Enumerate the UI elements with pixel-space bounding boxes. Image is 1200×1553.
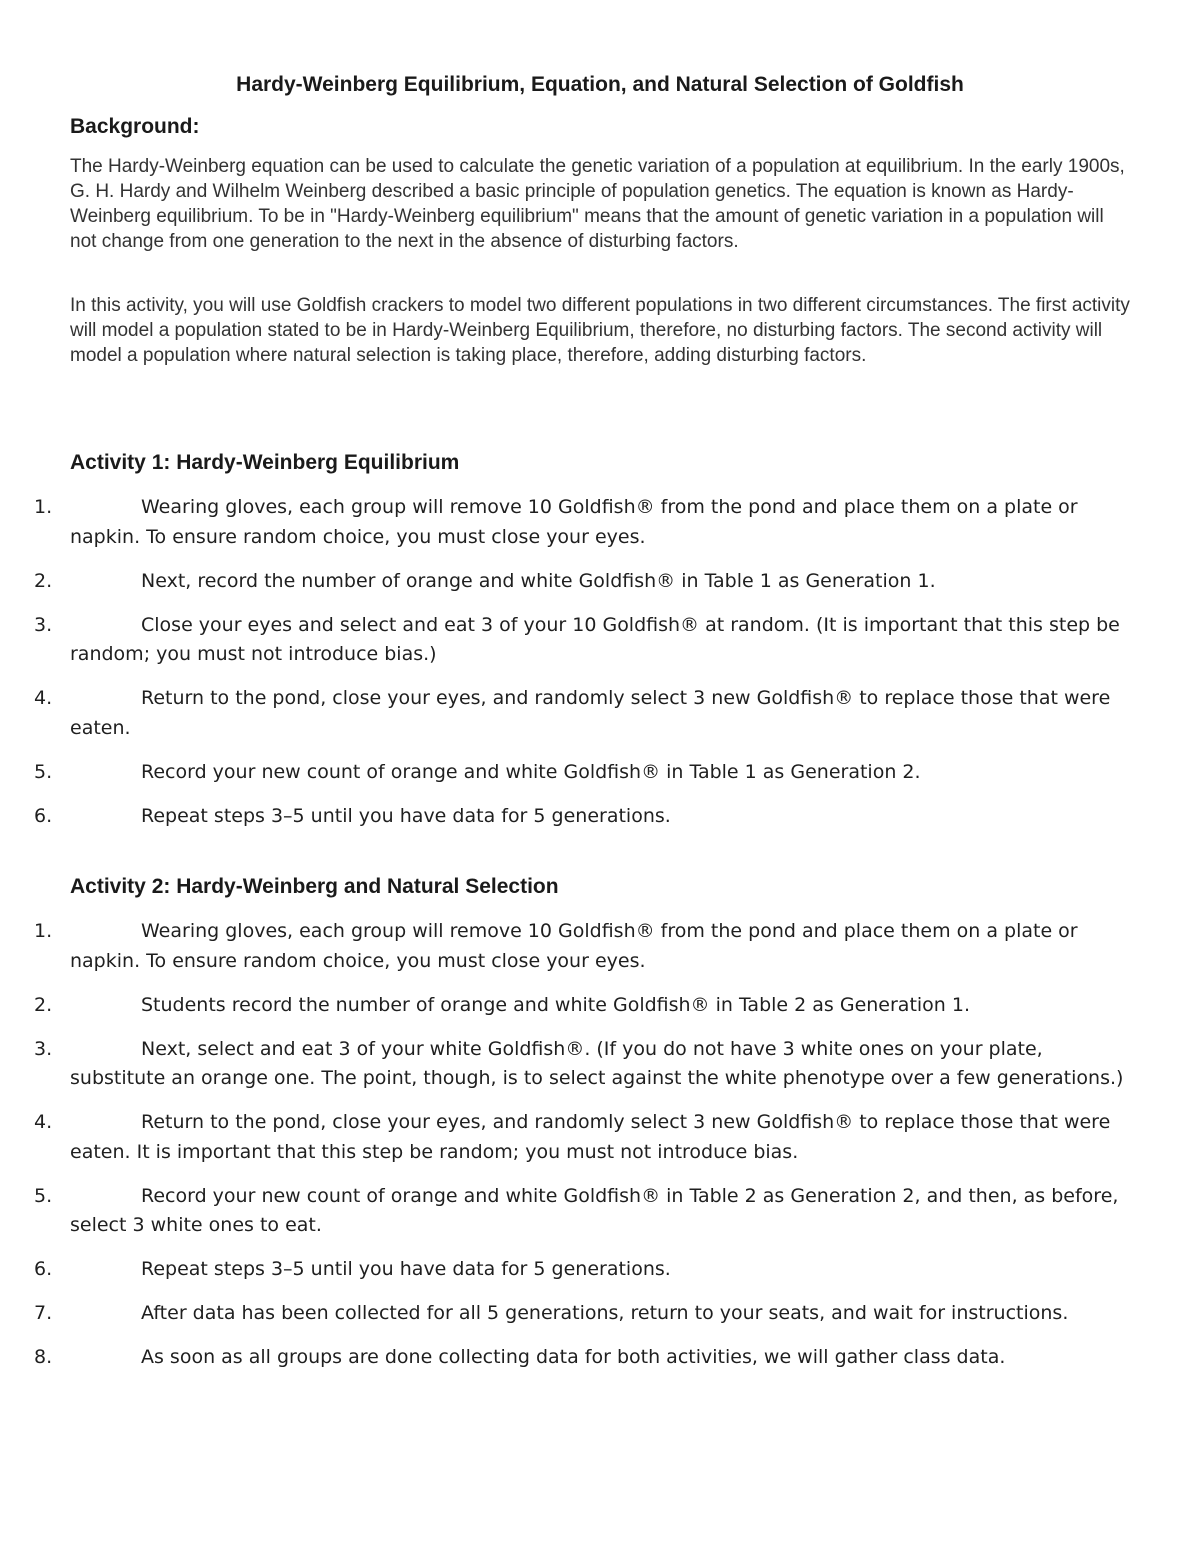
- step-number: 1.: [34, 920, 53, 942]
- list-item: [0, 1182, 1132, 1241]
- step-number: 4.: [34, 1111, 53, 1133]
- step-text: Repeat steps 3–5 until you have data for 5 generations.: [141, 804, 671, 827]
- list-item: [0, 991, 1132, 1021]
- step-text: As soon as all groups are done collecting data for both activities, we will gather class data.: [141, 1346, 1006, 1368]
- activity-2-heading: Activity 2: Hardy-Weinberg and Natural Selection: [70, 875, 559, 898]
- step-number: 3.: [34, 1037, 53, 1060]
- step-text: Return to the pond, close your eyes, and randomly select 3 new Goldfish® to replace those that were eaten. It is important that this step be random; you must not introduce bias.: [70, 1111, 1111, 1163]
- step-number: 3.: [34, 613, 53, 636]
- list-item: [0, 802, 1132, 832]
- activity-2-steps: [0, 917, 1200, 1387]
- list-item: [0, 1343, 1132, 1373]
- background-heading: Background:: [70, 115, 200, 138]
- list-item: [0, 758, 1132, 788]
- activity-1-steps: [0, 493, 1200, 846]
- step-number: 7.: [34, 1302, 53, 1324]
- list-item: [0, 917, 1132, 976]
- background-paragraph-1: The Hardy-Weinberg equation can be used to calculate the genetic variation of a population at equilibrium. In the early 1900s, G. H. Hardy and Wilhelm Weinberg described a basic principle of population genetics. The equation is known as Hardy-Weinberg equilibrium. To be in "Hardy-Weinberg equilibrium" means that the amount of genetic variation in a population will not change from one generation to the next in the absence of disturbing factors.: [70, 156, 1125, 252]
- page-title: Hardy-Weinberg Equilibrium, Equation, and Natural Selection of Goldfish: [236, 73, 964, 96]
- step-text: Next, record the number of orange and white Goldfish® in Table 1 as Generation 1.: [141, 569, 936, 592]
- step-number: 6.: [34, 804, 53, 827]
- step-number: 8.: [34, 1346, 53, 1368]
- step-number: 5.: [34, 760, 53, 783]
- step-text: Repeat steps 3–5 until you have data for 5 generations.: [141, 1258, 671, 1280]
- step-text: Next, select and eat 3 of your white Goldfish®. (If you do not have 3 white ones on your plate, substitute an orange one. The point, though, is to select against the white phenotype over a few generations.): [70, 1037, 1124, 1089]
- step-number: 2.: [34, 569, 53, 592]
- step-text: Close your eyes and select and eat 3 of your 10 Goldfish® at random. (It is important that this step be random; you must not introduce bias.): [70, 613, 1120, 665]
- list-item: [0, 567, 1132, 597]
- list-item: [0, 1255, 1132, 1285]
- step-text: After data has been collected for all 5 generations, return to your seats, and wait for instructions.: [141, 1302, 1069, 1324]
- step-number: 5.: [34, 1184, 53, 1207]
- step-text: Return to the pond, close your eyes, and randomly select 3 new Goldfish® to replace those that were eaten.: [70, 687, 1111, 739]
- list-item: [0, 1108, 1132, 1167]
- step-number: 1.: [34, 496, 53, 518]
- step-number: 2.: [34, 993, 53, 1016]
- step-number: 6.: [34, 1258, 53, 1280]
- list-item: [0, 684, 1132, 743]
- list-item: [0, 611, 1132, 670]
- activity-1-heading: Activity 1: Hardy-Weinberg Equilibrium: [70, 451, 460, 474]
- list-item: [0, 1299, 1132, 1329]
- step-text: Record your new count of orange and white Goldfish® in Table 2 as Generation 2, and then, as before, select 3 white ones to eat.: [70, 1184, 1119, 1236]
- step-text: Wearing gloves, each group will remove 10 Goldfish® from the pond and place them on a plate or napkin. To ensure random choice, you must close your eyes.: [70, 496, 1078, 548]
- list-item: [0, 1035, 1132, 1094]
- step-text: Record your new count of orange and white Goldfish® in Table 1 as Generation 2.: [141, 760, 921, 783]
- step-number: 4.: [34, 687, 53, 709]
- step-text: Students record the number of orange and white Goldfish® in Table 2 as Generation 1.: [141, 993, 971, 1016]
- step-text: Wearing gloves, each group will remove 10 Goldfish® from the pond and place them on a plate or napkin. To ensure random choice, you must close your eyes.: [70, 920, 1078, 972]
- list-item: [0, 493, 1132, 552]
- background-paragraph-2: In this activity, you will use Goldfish crackers to model two different populations in two different circumstances. The first activity will model a population stated to be in Hardy-Weinberg Equilibrium, therefore, no disturbing factors. The second activity will model a population where natural selection is taking place, therefore, adding disturbing factors.: [70, 295, 1130, 366]
